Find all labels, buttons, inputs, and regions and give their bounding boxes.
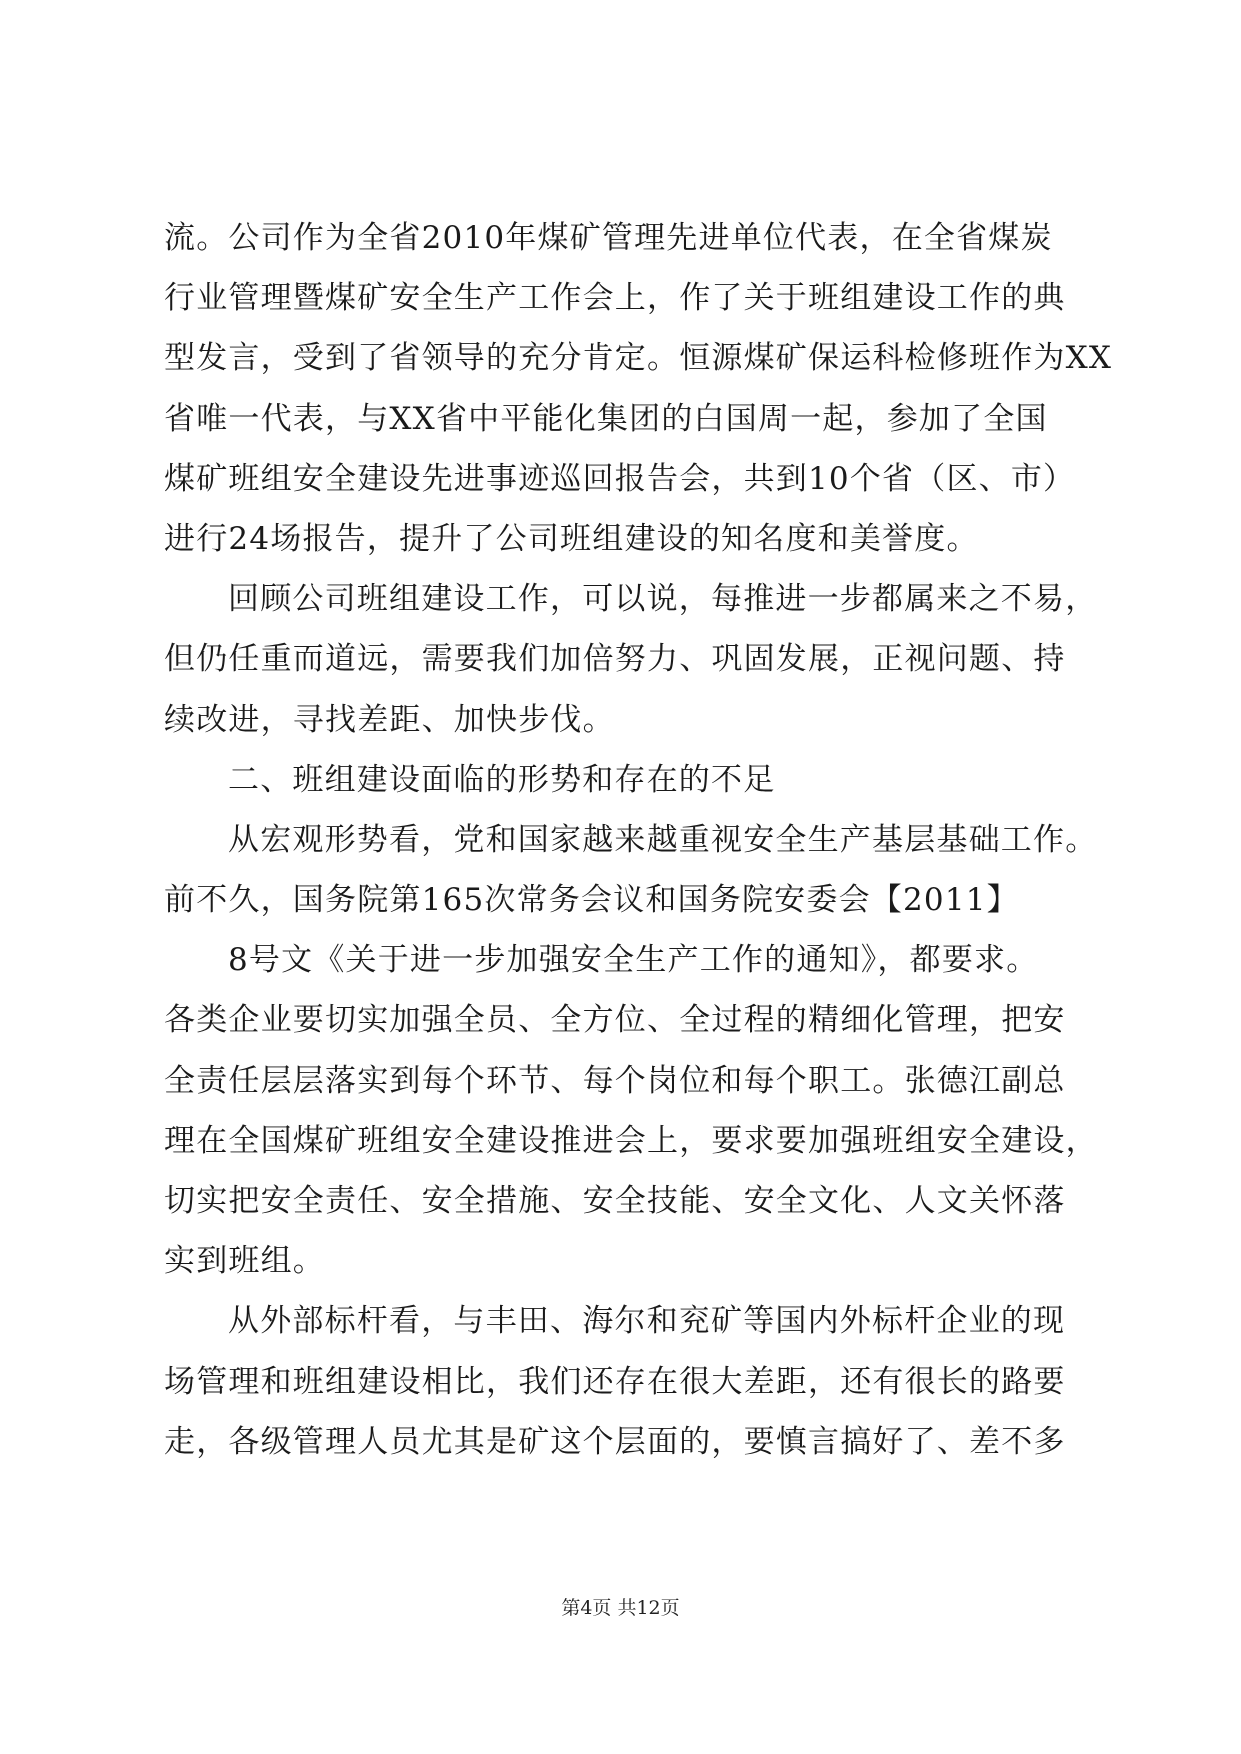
text-line: 进行24场报告，提升了公司班组建设的知名度和美誉度。 <box>164 520 979 557</box>
text-line: 流。公司作为全省2010年煤矿管理先进单位代表，在全省煤炭 <box>164 220 1053 256</box>
text-line: 行业管理暨煤矿安全生产工作会上，作了关于班组建设工作的典 <box>164 280 1066 317</box>
paragraph-first-line: 从外部标杆看，与丰田、海尔和兖矿等国内外标杆企业的现 <box>228 1303 1066 1340</box>
text-line: 切实把安全责任、安全措施、安全技能、安全文化、人文关怀落 <box>164 1183 1066 1219</box>
text-line: 各类企业要切实加强全员、全方位、全过程的精细化管理，把安 <box>164 1002 1066 1039</box>
text-line: 但仍任重而道远，需要我们加倍努力、巩固发展，正视问题、持 <box>164 641 1066 678</box>
section-heading: 二、班组建设面临的形势和存在的不足 <box>228 761 776 798</box>
page-footer <box>0 1596 1241 1620</box>
paragraph-first-line: 从宏观形势看，党和国家越来越重视安全生产基层基础工作。 <box>228 821 1098 858</box>
text-line: 煤矿班组安全建设先进事迹巡回报告会，共到10个省（区、市） <box>164 460 1076 497</box>
text-line: 理在全国煤矿班组安全建设推进会上，要求要加强班组安全建设， <box>164 1122 1098 1159</box>
text-line: 走，各级管理人员尤其是矿这个层面的，要慎言搞好了、差不多 <box>164 1423 1066 1460</box>
text-line: 全责任层层落实到每个环节、每个岗位和每个职工。张德江副总 <box>164 1062 1066 1099</box>
text-line: 实到班组。 <box>164 1243 325 1280</box>
text-line: 场管理和班组建设相比，我们还存在很大差距，还有很长的路要 <box>164 1363 1066 1400</box>
page-number: 第4页 共12页 <box>561 1597 680 1619</box>
text-line: 前不久，国务院第165次常务会议和国务院安委会【2011】 <box>164 882 1019 919</box>
text-line: 续改进，寻找差距、加快步伐。 <box>164 701 615 738</box>
text-line: 型发言，受到了省领导的充分肯定。恒源煤矿保运科检修班作为XX <box>164 340 1113 377</box>
body-text <box>164 208 1113 1472</box>
paragraph-first-line: 回顾公司班组建设工作，可以说，每推进一步都属来之不易， <box>228 581 1098 618</box>
paragraph-first-line: 8号文《关于进一步加强安全生产工作的通知》，都要求。 <box>228 942 1039 979</box>
text-line: 省唯一代表，与XX省中平能化集团的白国周一起，参加了全国 <box>164 400 1048 437</box>
